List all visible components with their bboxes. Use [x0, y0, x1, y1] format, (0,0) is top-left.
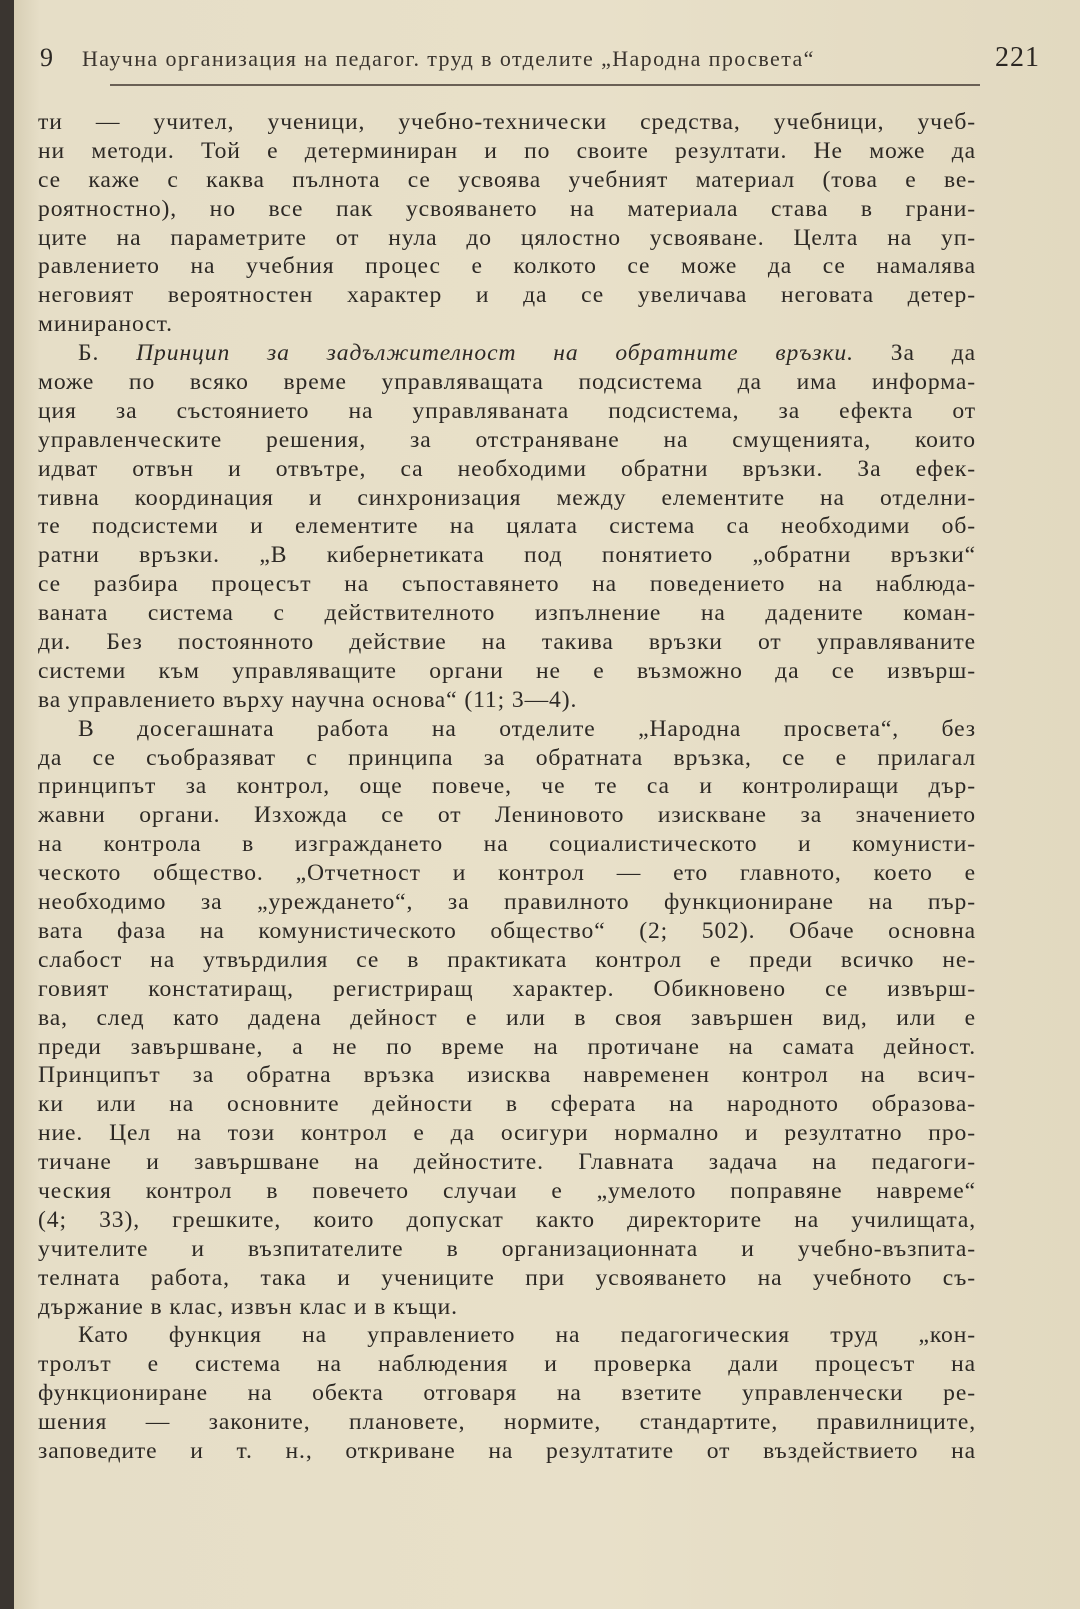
text-line: Принципът за обратна връзка изисква навременен контрол на всич-: [38, 1062, 976, 1089]
text-line: минираност.: [38, 311, 173, 338]
text-line: ва, след като дадена дейност е или в своя завършен вид, или е: [38, 1004, 976, 1031]
text-line: ди. Без постоянното действие на такива връзки от управляваните: [38, 629, 976, 656]
header-rule: [110, 84, 980, 86]
text-line: управленческите решения, за отстраняване на смущенията, които: [38, 426, 976, 453]
text-line: неговият вероятностен характер и да се увеличава неговата детер-: [38, 282, 976, 309]
text-line: ва управлението върху научна основа“ (11; 3—4).: [38, 686, 578, 713]
section-heading: Принцип за задължителност на обратните връзки.: [136, 340, 854, 367]
text-line: тролът е система на наблюдения и проверка дали процесът на: [38, 1351, 976, 1378]
text-line: на контрола в изграждането на социалистическото и комунисти-: [38, 831, 976, 858]
section-heading-line: [38, 339, 976, 368]
section-heading-continuation: За да: [890, 340, 976, 367]
text-line: ците на параметрите от нула до цялостно усвояване. Целта на уп-: [38, 224, 976, 251]
book-spine: [0, 0, 14, 1609]
text-line: ческото общество. „Отчетност и контрол — ето главното, което е: [38, 860, 976, 887]
text-line: може по всяко време управляващата подсистема да има информа-: [38, 369, 976, 396]
text-line: те подсистеми и елементите на цялата система са необходими об-: [38, 513, 976, 540]
text-line: тичане и завършване на дейностите. Главната задача на педагоги-: [38, 1149, 976, 1176]
text-line: принципът за контрол, още повече, че те са и контролиращи дър-: [38, 773, 976, 800]
text-line: преди завършване, а не по време на протичане на самата дейност.: [38, 1033, 976, 1060]
text-line: се разбира процесът на съпоставянето на поведението на наблюда-: [38, 571, 976, 598]
text-line: ваната система с действителното изпълнение на дадените коман-: [38, 600, 976, 627]
text-line: идват отвън и отвътре, са необходими обратни връзки. За ефек-: [38, 455, 976, 482]
page-number: 221: [995, 42, 1040, 73]
text-line: (4; 33), грешките, които допускат както директорите на училищата,: [38, 1206, 976, 1233]
text-line: да се съобразяват с принципа за обратната връзка, се е прилагал: [38, 744, 976, 771]
text-line: равлението на учебния процес е колкото се може да се намалява: [38, 253, 976, 280]
text-line: ни методи. Той е детерминиран и по своите резултати. Не може да: [38, 137, 976, 164]
text-line: учителите и възпитателите в организационната и учебно-възпита-: [38, 1235, 976, 1262]
text-line: говият констатиращ, регистриращ характер. Обикновено се извърш-: [38, 975, 976, 1002]
text-line: заповедите и т. н., откриване на резултатите от въздействието на: [38, 1437, 976, 1464]
text-line: необходимо за „уреждането“, за правилното функциониране на пър-: [38, 889, 976, 916]
text-line: тивна координация и синхронизация между елементите на отделни-: [38, 484, 976, 511]
text-line: роятностно), но все пак усвояването на материала става в грани-: [38, 195, 976, 222]
text-line: шения — законите, плановете, нормите, стандартите, правилниците,: [38, 1409, 976, 1436]
running-title: Научна организация на педагог. труд в отделите „Народна просвета“: [82, 46, 815, 71]
text-line: ние. Цел на този контрол е да осигури нормално и резултатно про-: [38, 1120, 976, 1147]
text-line: ческия контрол в повечето случаи е „умелото поправяне навреме“: [38, 1177, 976, 1204]
text-line: функциониране на обекта отговаря на взетите управленчески ре-: [38, 1380, 976, 1407]
header-left-mark: 9: [40, 43, 53, 72]
section-letter: Б.: [78, 340, 100, 367]
text-line: Като функция на управлението на педагогическия труд „кон-: [78, 1322, 976, 1349]
running-header: [40, 42, 1040, 86]
body-text: [38, 108, 976, 1466]
text-line: системи към управляващите органи не е възможно да се извърш-: [38, 657, 976, 684]
text-line: жавни органи. Изхожда се от Лениновото изискване за значението: [38, 802, 976, 829]
text-line: вата фаза на комунистическото общество“ (2; 502). Обаче основна: [38, 917, 976, 944]
text-line: държание в клас, извън клас и в къщи.: [38, 1293, 458, 1320]
text-line: ция за състоянието на управляваната подсистема, за ефекта от: [38, 397, 976, 424]
text-line: се каже с каква пълнота се усвоява учебният материал (това е ве-: [38, 166, 976, 193]
text-line: ратни връзки. „В кибернетиката под понятието „обратни връзки“: [38, 542, 976, 569]
text-line: ти — учител, ученици, учебно-технически средства, учебници, учеб-: [38, 109, 976, 135]
text-line: ки или на основните дейности в сферата на народното образова-: [38, 1091, 976, 1118]
text-line: слабост на утвърдилия се в практиката контрол е преди всичко не-: [38, 946, 976, 973]
text-line: телната работа, така и учениците при усвояването на учебното съ-: [38, 1264, 976, 1291]
text-line: В досегашната работа на отделите „Народна просвета“, без: [78, 715, 976, 742]
